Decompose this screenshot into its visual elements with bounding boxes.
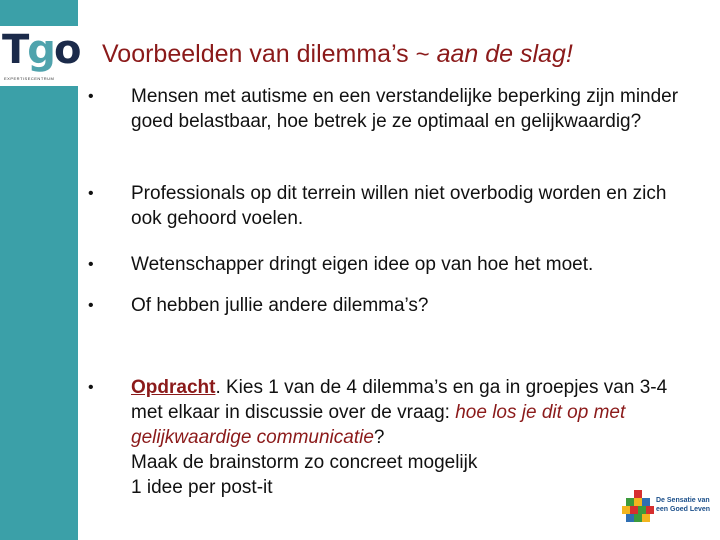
opdracht-label: Opdracht	[131, 377, 216, 398]
logo-tagline: EXPERTISECENTRUM	[4, 76, 55, 81]
bullet-marker: •	[88, 88, 94, 105]
bullet-marker: •	[88, 379, 94, 396]
sensatie-badge	[622, 490, 716, 526]
bullet-item	[88, 181, 688, 231]
bullet-item	[88, 252, 688, 277]
bullet-text: Of hebben jullie andere dilemma’s?	[131, 295, 429, 316]
assignment-question-end: ?	[373, 427, 385, 448]
bullet-item-assignment	[88, 375, 688, 500]
logo-letter-g: g	[27, 27, 54, 73]
title-tilde: ~	[415, 41, 430, 68]
badge-text	[656, 496, 710, 514]
logo-letter-o: o	[53, 27, 80, 73]
bullet-marker: •	[88, 185, 94, 202]
bullet-item	[88, 293, 688, 318]
bullet-marker: •	[88, 256, 94, 273]
assignment-body: . Kies 1 van de 4 dilemma’s en ga in groepjes van 3-4 met elkaar in discussie over de vraag:	[131, 377, 668, 423]
title-italic: aan de slag!	[429, 40, 573, 68]
assignment-line3: 1 idee per post-it	[131, 477, 273, 498]
bullet-marker: •	[88, 297, 94, 314]
logo-letter-t: T	[2, 27, 28, 73]
bullet-text: Wetenschapper dringt eigen idee op van hoe het moet.	[131, 254, 594, 275]
assignment-text	[131, 375, 686, 500]
mosaic-logo-icon	[622, 490, 654, 522]
badge-line1: De Sensatie van	[656, 497, 710, 504]
bullet-text: Professionals op dit terrein willen niet overbodig worden en zich ook gehoord voelen.	[131, 183, 667, 229]
title-main: Voorbeelden van dilemma’s	[102, 40, 416, 68]
bullet-item	[88, 84, 688, 134]
assignment-line2: Maak de brainstorm zo concreet mogelijk	[131, 452, 478, 473]
tgo-logo	[0, 26, 78, 86]
bullet-text: Mensen met autisme en een verstandelijke beperking zijn minder goed belastbaar, hoe betrek je ze optimaal en gelijkwaardig?	[131, 86, 679, 132]
badge-line2: een Goed Leven	[656, 506, 711, 513]
slide-title	[102, 40, 573, 69]
assignment-question: hoe los je dit op met gelijkwaardige communicatie	[131, 402, 626, 448]
